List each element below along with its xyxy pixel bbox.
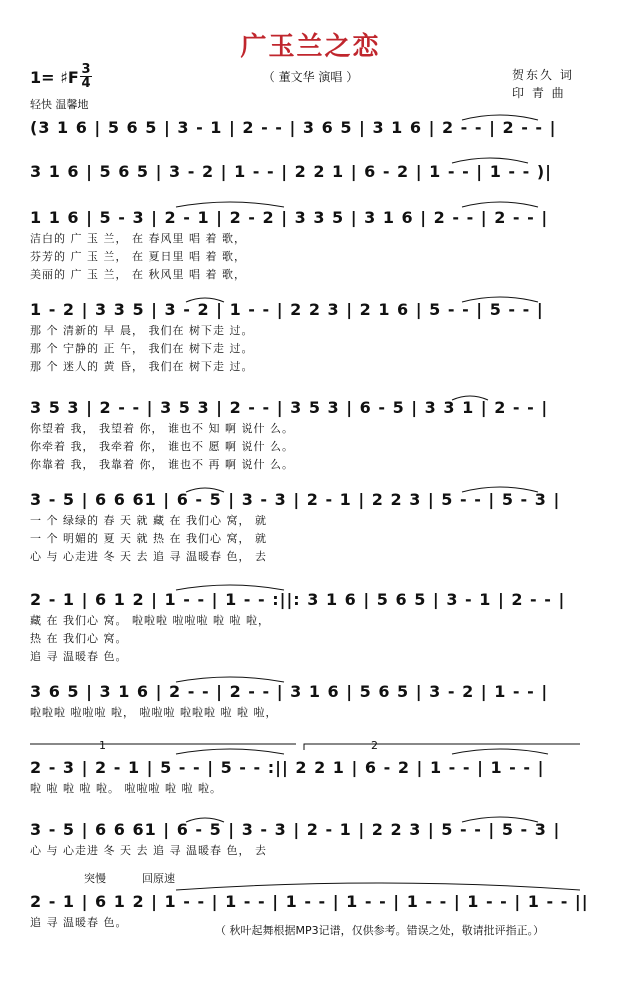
tie <box>462 115 538 120</box>
notes-line: 3 - 5 | 6 6 61 | 6 - 5 | 3 - 3 | 2 - 1 | 2 2 3 | 5 - - | 5 - 3 | <box>30 819 561 839</box>
lyric-line: 心 与 心走进 冬 天 去 追 寻 温暖春 色， 去 <box>30 844 267 857</box>
lyric-line: 一 个 明媚的 夏 天 就 热 在 我们心 窝， 就 <box>30 532 267 545</box>
slur <box>452 396 488 400</box>
composer-credit: 印 青 曲 <box>512 86 566 100</box>
notes-line: 3 1 6 | 5 6 5 | 3 - 2 | 1 - - | 2 2 1 | 6 - 2 | 1 - - | 1 - - )| <box>30 161 552 181</box>
lyric-line: 追 寻 温暖春 色。 <box>30 916 128 929</box>
lyric-line: 你靠着 我， 我靠着 你， 谁也不 再 啊 说什 么。 <box>30 458 294 471</box>
lyric-line: 啦 啦 啦 啦 啦。 啦啦啦 啦 啦 啦。 <box>30 782 222 795</box>
tie <box>452 158 528 163</box>
lyric-line: 你望着 我， 我望着 你， 谁也不 知 啊 说什 么。 <box>30 422 294 435</box>
lyric-line: 一 个 绿绿的 春 天 就 藏 在 我们心 窝， 就 <box>30 514 267 527</box>
tie <box>462 202 538 207</box>
lyric-line: 心 与 心走进 冬 天 去 追 寻 温暖春 色， 去 <box>30 550 267 563</box>
tie <box>452 749 548 754</box>
lyric-line: 那 个 清新的 早 晨， 我们在 树下走 过。 <box>30 324 254 337</box>
song-title: 广玉兰之恋 <box>240 32 381 62</box>
lyric-line: 芬芳的 广 玉 兰， 在 夏日里 唱 着 歌， <box>30 250 246 263</box>
tie <box>176 585 284 590</box>
slur <box>186 818 224 822</box>
time-signature-bottom: 4 <box>81 76 91 91</box>
tie <box>462 487 538 492</box>
tie <box>176 883 580 890</box>
annotation-back-tempo: 回原速 <box>142 872 175 885</box>
time-signature-top: 3 <box>81 62 91 77</box>
lyric-line: 热 在 我们心 窝。 <box>30 632 128 645</box>
notes-line: 3 - 5 | 6 6 61 | 6 - 5 | 3 - 3 | 2 - 1 | 2 2 3 | 5 - - | 5 - 3 | <box>30 489 561 509</box>
tie <box>462 817 538 822</box>
tie <box>462 297 538 302</box>
notes-line: 1 1 6 | 5 - 3 | 2 - 1 | 2 - 2 | 3 3 5 | 3 1 6 | 2 - - | 2 - - | <box>30 207 549 227</box>
lyric-line: 追 寻 温暖春 色。 <box>30 650 128 663</box>
annotation-slow: 突慢 <box>84 872 106 885</box>
lyricist-credit: 贺东久 词 <box>512 68 574 82</box>
key-signature: 1= ♯F <box>30 68 79 87</box>
notes-line: 2 - 1 | 6 1 2 | 1 - - | 1 - - :||: 3 1 6 | 5 6 5 | 3 - 1 | 2 - - | <box>30 589 566 609</box>
notes-line: 3 6 5 | 3 1 6 | 2 - - | 2 - - | 3 1 6 | 5 6 5 | 3 - 2 | 1 - - | <box>30 681 549 701</box>
lyric-line: 美丽的 广 玉 兰， 在 秋风里 唱 着 歌， <box>30 268 246 281</box>
slur <box>186 488 224 492</box>
notes-line: 1 - 2 | 3 3 5 | 3 - 2 | 1 - - | 2 2 3 | 2 1 6 | 5 - - | 5 - - | <box>30 299 544 319</box>
notes-line: 3 5 3 | 2 - - | 3 5 3 | 2 - - | 3 5 3 | 6 - 5 | 3 3 1 | 2 - - | <box>30 397 549 417</box>
lyric-line: 藏 在 我们心 窝。 啦啦啦 啦啦啦 啦 啦 啦， <box>30 614 270 627</box>
notes-line: (3 1 6 | 5 6 5 | 3 - 1 | 2 - - | 3 6 5 | 3 1 6 | 2 - - | 2 - - | <box>30 117 557 137</box>
lyric-line: 那 个 迷人的 黄 昏， 我们在 树下走 过。 <box>30 360 254 373</box>
lyric-line: 洁白的 广 玉 兰， 在 春风里 唱 着 歌， <box>30 232 246 245</box>
slur <box>186 298 224 302</box>
tie <box>176 749 284 754</box>
singer-credit: （ 董文华 演唱 ） <box>262 70 359 84</box>
notes-line: 2 - 3 | 2 - 1 | 5 - - | 5 - - :|| 2 2 1 | 6 - 2 | 1 - - | 1 - - | <box>30 757 545 777</box>
notes-line: 2 - 1 | 6 1 2 | 1 - - | 1 - - | 1 - - | 1 - - | 1 - - | 1 - - | 1 - - || <box>30 891 589 911</box>
volta-second-number: 2 <box>371 739 378 752</box>
tempo-marking: 轻快 温馨地 <box>30 98 89 111</box>
lyric-line: 你牵着 我， 我牵着 你， 谁也不 愿 啊 说什 么。 <box>30 440 294 453</box>
lyric-line: 啦啦啦 啦啦啦 啦， 啦啦啦 啦啦啦 啦 啦 啦， <box>30 706 278 719</box>
tie <box>176 202 284 207</box>
tie <box>176 677 284 682</box>
lyric-line: 那 个 宁静的 正 午， 我们在 树下走 过。 <box>30 342 254 355</box>
volta-bracket-second <box>304 744 580 750</box>
volta-first-number: 1 <box>99 739 106 752</box>
transcription-note: （ 秋叶起舞根据MP3记谱，仅供参考。错误之处，敬请批评指正。） <box>215 924 545 937</box>
